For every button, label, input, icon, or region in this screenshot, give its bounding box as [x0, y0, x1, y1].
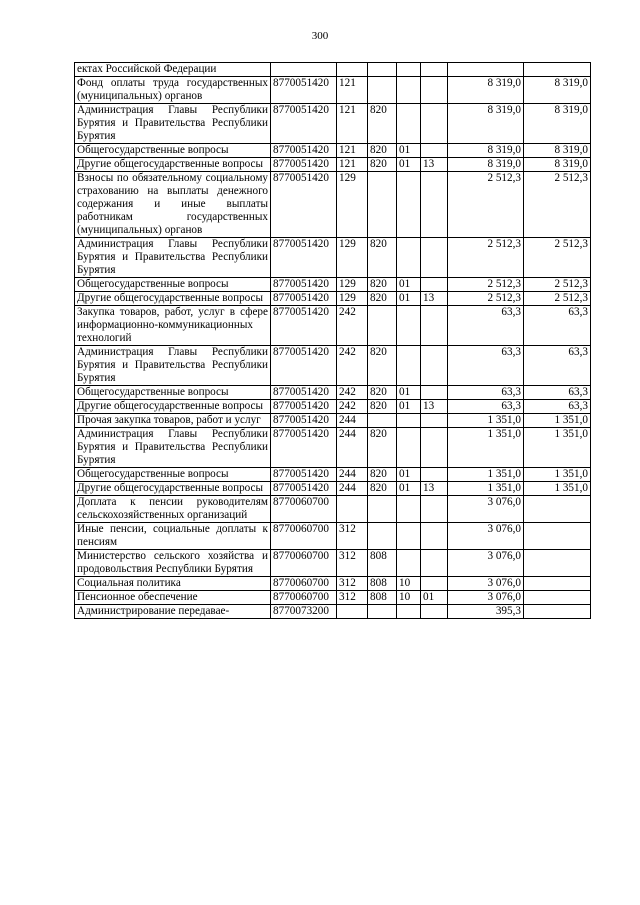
cell-administrator: 808 — [368, 550, 397, 577]
table-row — [75, 577, 591, 591]
cell-section — [397, 346, 421, 386]
cell-name: ектах Российской Федерации — [75, 63, 271, 77]
table-row — [75, 523, 591, 550]
cell-amount-2: 63,3 — [524, 346, 591, 386]
cell-target-code: 8770051420 — [271, 306, 337, 346]
cell-name: Социальная политика — [75, 577, 271, 591]
table-row — [75, 428, 591, 468]
cell-target-code: 8770060700 — [271, 496, 337, 523]
cell-name: Другие общегосударственные вопросы — [75, 158, 271, 172]
cell-subsection — [421, 496, 448, 523]
cell-name: Министерство сельского хозяйства и продовольствия Республики Бурятия — [75, 550, 271, 577]
cell-administrator — [368, 605, 397, 619]
cell-amount-1: 8 319,0 — [448, 77, 524, 104]
cell-expense-type: 129 — [337, 278, 368, 292]
cell-subsection — [421, 605, 448, 619]
cell-target-code: 8770051420 — [271, 278, 337, 292]
table-row — [75, 63, 591, 77]
cell-subsection — [421, 306, 448, 346]
cell-expense-type: 129 — [337, 172, 368, 238]
table-row — [75, 306, 591, 346]
table-row — [75, 414, 591, 428]
cell-administrator: 820 — [368, 278, 397, 292]
cell-section: 01 — [397, 482, 421, 496]
cell-subsection — [421, 172, 448, 238]
cell-subsection — [421, 414, 448, 428]
table-row — [75, 172, 591, 238]
cell-target-code: 8770051420 — [271, 400, 337, 414]
cell-administrator — [368, 172, 397, 238]
cell-expense-type: 121 — [337, 158, 368, 172]
cell-administrator — [368, 63, 397, 77]
cell-amount-2: 2 512,3 — [524, 172, 591, 238]
cell-amount-2: 1 351,0 — [524, 428, 591, 468]
cell-amount-2 — [524, 63, 591, 77]
cell-name: Доплата к пенсии руководителям сельскохозяйственных организаций — [75, 496, 271, 523]
cell-amount-1: 2 512,3 — [448, 292, 524, 306]
table-row — [75, 386, 591, 400]
cell-amount-2 — [524, 605, 591, 619]
cell-section — [397, 428, 421, 468]
cell-subsection — [421, 104, 448, 144]
cell-amount-1: 8 319,0 — [448, 144, 524, 158]
cell-amount-2 — [524, 496, 591, 523]
cell-amount-1: 1 351,0 — [448, 482, 524, 496]
cell-expense-type: 242 — [337, 386, 368, 400]
cell-administrator: 820 — [368, 428, 397, 468]
cell-expense-type: 244 — [337, 482, 368, 496]
cell-name: Другие общегосударственные вопросы — [75, 292, 271, 306]
cell-target-code: 8770051420 — [271, 386, 337, 400]
cell-expense-type — [337, 605, 368, 619]
cell-expense-type: 242 — [337, 346, 368, 386]
cell-amount-2 — [524, 577, 591, 591]
cell-amount-1: 3 076,0 — [448, 550, 524, 577]
cell-name: Администрирование передавае- — [75, 605, 271, 619]
cell-target-code: 8770051420 — [271, 77, 337, 104]
cell-section: 01 — [397, 144, 421, 158]
cell-amount-1: 63,3 — [448, 386, 524, 400]
cell-subsection — [421, 386, 448, 400]
cell-amount-2: 63,3 — [524, 400, 591, 414]
cell-amount-2: 2 512,3 — [524, 238, 591, 278]
table-row — [75, 346, 591, 386]
cell-name: Общегосударственные вопросы — [75, 468, 271, 482]
table-row — [75, 400, 591, 414]
cell-expense-type: 244 — [337, 414, 368, 428]
cell-section: 01 — [397, 158, 421, 172]
cell-administrator: 820 — [368, 386, 397, 400]
cell-section: 10 — [397, 591, 421, 605]
cell-name: Иные пенсии, социальные доплаты к пенсиям — [75, 523, 271, 550]
cell-amount-1: 63,3 — [448, 346, 524, 386]
cell-amount-1: 63,3 — [448, 400, 524, 414]
cell-amount-2: 1 351,0 — [524, 414, 591, 428]
cell-name: Прочая закупка товаров, работ и услуг — [75, 414, 271, 428]
table-body — [75, 63, 591, 619]
cell-amount-1: 2 512,3 — [448, 172, 524, 238]
cell-section: 01 — [397, 292, 421, 306]
cell-target-code: 8770060700 — [271, 523, 337, 550]
cell-name: Пенсионное обеспечение — [75, 591, 271, 605]
cell-section — [397, 306, 421, 346]
cell-subsection — [421, 428, 448, 468]
cell-target-code: 8770051420 — [271, 238, 337, 278]
cell-administrator: 820 — [368, 104, 397, 144]
table-row — [75, 238, 591, 278]
table-row — [75, 605, 591, 619]
cell-target-code: 8770051420 — [271, 346, 337, 386]
cell-section — [397, 63, 421, 77]
cell-amount-1: 2 512,3 — [448, 278, 524, 292]
cell-subsection — [421, 278, 448, 292]
cell-administrator: 820 — [368, 346, 397, 386]
cell-amount-2: 2 512,3 — [524, 278, 591, 292]
cell-amount-2: 2 512,3 — [524, 292, 591, 306]
cell-expense-type: 121 — [337, 104, 368, 144]
cell-expense-type: 244 — [337, 428, 368, 468]
cell-amount-1: 8 319,0 — [448, 104, 524, 144]
cell-subsection — [421, 346, 448, 386]
cell-administrator: 820 — [368, 482, 397, 496]
table-row — [75, 550, 591, 577]
cell-subsection — [421, 144, 448, 158]
table-row — [75, 591, 591, 605]
cell-amount-2: 1 351,0 — [524, 468, 591, 482]
cell-target-code: 8770060700 — [271, 550, 337, 577]
cell-target-code: 8770051420 — [271, 468, 337, 482]
cell-amount-1: 3 076,0 — [448, 523, 524, 550]
cell-amount-2 — [524, 591, 591, 605]
cell-amount-1: 1 351,0 — [448, 414, 524, 428]
cell-section — [397, 77, 421, 104]
cell-section — [397, 523, 421, 550]
cell-administrator: 820 — [368, 292, 397, 306]
cell-amount-1: 63,3 — [448, 306, 524, 346]
cell-name: Администрация Главы Республики Бурятия и Правительства Республики Бурятия — [75, 104, 271, 144]
cell-amount-2: 8 319,0 — [524, 104, 591, 144]
cell-name: Фонд оплаты труда государственных (муниципальных) органов — [75, 77, 271, 104]
cell-amount-1: 1 351,0 — [448, 468, 524, 482]
page-number: 300 — [311, 30, 329, 42]
cell-target-code: 8770051420 — [271, 104, 337, 144]
cell-target-code: 8770051420 — [271, 172, 337, 238]
cell-amount-1: 1 351,0 — [448, 428, 524, 468]
cell-expense-type: 129 — [337, 238, 368, 278]
table-row — [75, 292, 591, 306]
cell-target-code: 8770051420 — [271, 482, 337, 496]
cell-administrator — [368, 306, 397, 346]
cell-name: Общегосударственные вопросы — [75, 386, 271, 400]
cell-amount-2 — [524, 550, 591, 577]
cell-section — [397, 605, 421, 619]
table-row — [75, 158, 591, 172]
cell-expense-type: 121 — [337, 77, 368, 104]
cell-section: 01 — [397, 468, 421, 482]
cell-expense-type: 242 — [337, 400, 368, 414]
cell-amount-2: 63,3 — [524, 386, 591, 400]
cell-administrator: 820 — [368, 158, 397, 172]
cell-expense-type: 121 — [337, 144, 368, 158]
table-row — [75, 104, 591, 144]
budget-table — [74, 62, 591, 619]
cell-section — [397, 496, 421, 523]
cell-amount-2: 8 319,0 — [524, 77, 591, 104]
cell-expense-type: 242 — [337, 306, 368, 346]
cell-target-code: 8770051420 — [271, 158, 337, 172]
cell-administrator: 820 — [368, 400, 397, 414]
cell-expense-type: 129 — [337, 292, 368, 306]
cell-administrator: 808 — [368, 577, 397, 591]
cell-section — [397, 104, 421, 144]
table-row — [75, 468, 591, 482]
cell-administrator: 820 — [368, 238, 397, 278]
cell-amount-1: 2 512,3 — [448, 238, 524, 278]
cell-subsection: 13 — [421, 158, 448, 172]
cell-amount-2: 8 319,0 — [524, 158, 591, 172]
cell-name: Другие общегосударственные вопросы — [75, 482, 271, 496]
cell-subsection — [421, 238, 448, 278]
cell-administrator: 820 — [368, 144, 397, 158]
cell-subsection: 13 — [421, 482, 448, 496]
cell-section — [397, 414, 421, 428]
cell-target-code: 8770051420 — [271, 292, 337, 306]
cell-subsection — [421, 77, 448, 104]
cell-administrator: 808 — [368, 591, 397, 605]
cell-name: Взносы по обязательному социальному страхованию на выплаты денежного содержания и иные выплаты работникам государственных (муниципальных) органов — [75, 172, 271, 238]
cell-administrator — [368, 77, 397, 104]
cell-amount-2: 1 351,0 — [524, 482, 591, 496]
cell-target-code: 8770051420 — [271, 428, 337, 468]
cell-target-code — [271, 63, 337, 77]
cell-subsection: 01 — [421, 591, 448, 605]
cell-amount-1: 3 076,0 — [448, 577, 524, 591]
cell-name: Администрация Главы Республики Бурятия и Правительства Республики Бурятия — [75, 238, 271, 278]
cell-expense-type — [337, 63, 368, 77]
cell-name: Закупка товаров, работ, услуг в сфере информационно-коммуникационных технологий — [75, 306, 271, 346]
cell-expense-type: 312 — [337, 523, 368, 550]
cell-subsection: 13 — [421, 400, 448, 414]
cell-subsection — [421, 550, 448, 577]
cell-section — [397, 238, 421, 278]
cell-name: Общегосударственные вопросы — [75, 144, 271, 158]
cell-name: Администрация Главы Республики Бурятия и Правительства Республики Бурятия — [75, 346, 271, 386]
cell-target-code: 8770060700 — [271, 577, 337, 591]
table-row — [75, 77, 591, 104]
table-row — [75, 482, 591, 496]
cell-section: 10 — [397, 577, 421, 591]
cell-section: 01 — [397, 400, 421, 414]
cell-amount-2: 8 319,0 — [524, 144, 591, 158]
cell-subsection — [421, 523, 448, 550]
cell-name: Общегосударственные вопросы — [75, 278, 271, 292]
cell-subsection: 13 — [421, 292, 448, 306]
cell-expense-type: 312 — [337, 550, 368, 577]
cell-amount-2: 63,3 — [524, 306, 591, 346]
cell-amount-1: 8 319,0 — [448, 158, 524, 172]
cell-expense-type: 312 — [337, 577, 368, 591]
cell-administrator — [368, 523, 397, 550]
cell-amount-1: 3 076,0 — [448, 591, 524, 605]
cell-expense-type: 244 — [337, 468, 368, 482]
cell-target-code: 8770073200 — [271, 605, 337, 619]
cell-name: Администрация Главы Республики Бурятия и Правительства Республики Бурятия — [75, 428, 271, 468]
table-row — [75, 496, 591, 523]
cell-administrator — [368, 414, 397, 428]
cell-section — [397, 550, 421, 577]
cell-administrator — [368, 496, 397, 523]
cell-administrator: 820 — [368, 468, 397, 482]
cell-name: Другие общегосударственные вопросы — [75, 400, 271, 414]
cell-expense-type: 312 — [337, 591, 368, 605]
cell-expense-type — [337, 496, 368, 523]
cell-section — [397, 172, 421, 238]
cell-target-code: 8770060700 — [271, 591, 337, 605]
cell-amount-1 — [448, 63, 524, 77]
cell-subsection — [421, 468, 448, 482]
cell-amount-1: 3 076,0 — [448, 496, 524, 523]
cell-amount-2 — [524, 523, 591, 550]
cell-section: 01 — [397, 386, 421, 400]
cell-amount-1: 395,3 — [448, 605, 524, 619]
table-row — [75, 278, 591, 292]
cell-target-code: 8770051420 — [271, 414, 337, 428]
cell-section: 01 — [397, 278, 421, 292]
cell-target-code: 8770051420 — [271, 144, 337, 158]
cell-subsection — [421, 577, 448, 591]
table-row — [75, 144, 591, 158]
cell-subsection — [421, 63, 448, 77]
